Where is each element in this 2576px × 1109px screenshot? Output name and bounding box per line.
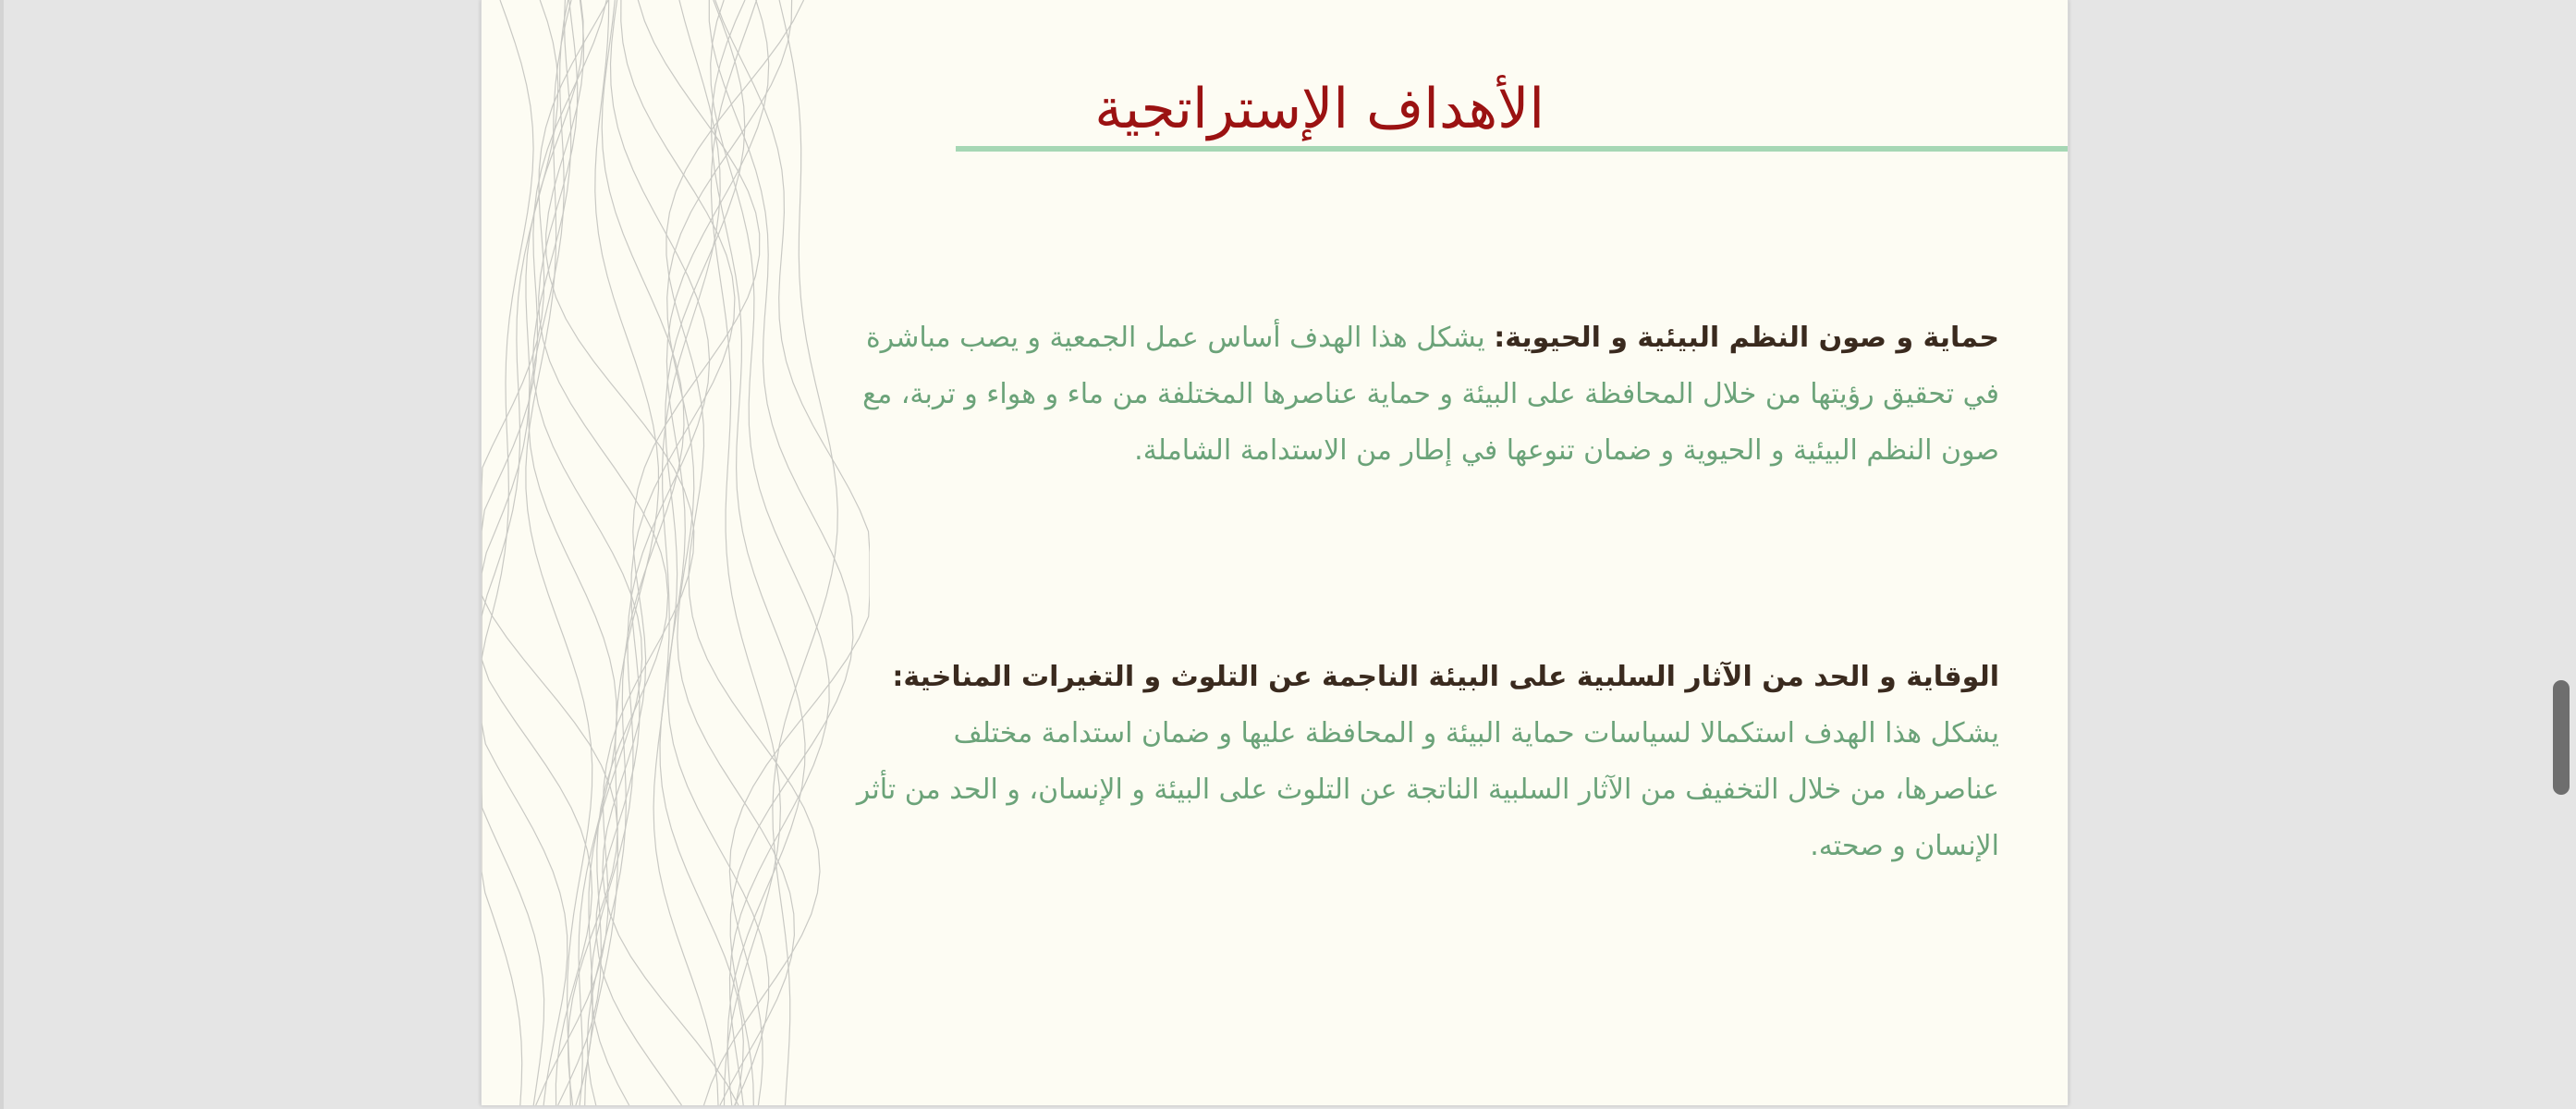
goal-body-2: يشكل هذا الهدف استكمالا لسياسات حماية البيئة و المحافظة عليها و ضمان استدامة مختلف عناصرها، من خلال التخفيف من الآثار السلبية الناتجة عن التلوث على البيئة و الإنسان، و الحد من تأثر الإنسان و صحته. — [856, 717, 1999, 862]
goal-body-1: يشكل هذا الهدف أساس عمل الجمعية و يصب مباشرة في تحقيق رؤيتها من خلال المحافظة على البيئة و حماية عناصرها المختلفة من ماء و هواء و تربة، مع صون النظم البيئية و الحيوية و ضمان تنوعها في إطار من الاستدامة الشاملة. — [862, 322, 1999, 467]
title-underline-rule — [956, 146, 2068, 152]
wave-line — [539, 0, 668, 1105]
goal-paragraph-1 — [844, 310, 1999, 479]
wave-line — [482, 0, 558, 1105]
wave-line — [773, 0, 837, 1105]
wave-line — [711, 0, 829, 1105]
wave-line — [712, 0, 806, 1105]
goal-heading-2: الوقاية و الحد من الآثار السلبية على البيئة الناجمة عن التلوث و التغيرات المناخية: — [892, 661, 1999, 693]
wave-line — [482, 0, 533, 1105]
viewer-left-edge — [0, 0, 4, 1109]
scrollbar-thumb[interactable] — [2553, 680, 2570, 795]
wave-line — [536, 0, 694, 1105]
wave-line — [533, 0, 642, 1105]
wavy-lines-decoration — [482, 0, 870, 1105]
wave-line — [587, 0, 684, 1105]
wave-line — [603, 0, 760, 1105]
goal-paragraph-2 — [844, 649, 1999, 874]
vertical-scrollbar[interactable] — [2548, 0, 2576, 1109]
wave-line — [666, 0, 820, 1105]
wave-line — [715, 0, 870, 1105]
goal-heading-1: حماية و صون النظم البيئية و الحيوية: — [1494, 322, 1999, 354]
page-title: الأهداف الإستراتجية — [1085, 81, 1554, 137]
document-page — [481, 0, 2069, 1105]
wave-line — [660, 0, 745, 1105]
